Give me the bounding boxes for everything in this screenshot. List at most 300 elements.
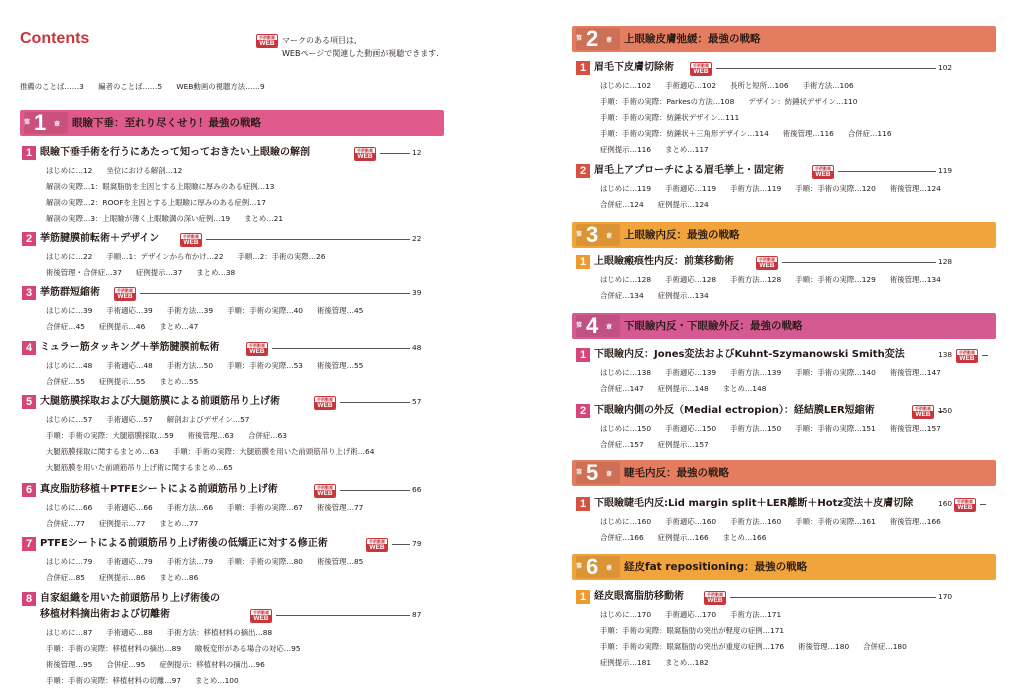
- entry-number: 1: [576, 348, 590, 362]
- web-video-badge-icon: [114, 287, 136, 301]
- subsection-item[interactable]: はじめに…170: [600, 610, 652, 619]
- subsection-line: [600, 365, 955, 381]
- leader-line: [340, 490, 410, 491]
- chapter-suffix: 章: [606, 233, 613, 240]
- subsection-item[interactable]: はじめに…48: [46, 361, 93, 370]
- chapter-number: 3: [586, 222, 599, 247]
- subsection-item[interactable]: 手術方法…119: [730, 184, 782, 193]
- subsection-line: [600, 623, 798, 639]
- chapter-header[interactable]: [572, 554, 996, 580]
- subsection-line: [46, 625, 286, 641]
- toc-entry[interactable]: [576, 496, 973, 514]
- page-number: 150: [938, 406, 953, 415]
- subsection-item[interactable]: 手術方法…79: [166, 557, 214, 566]
- subsection-item[interactable]: 手術方法…66: [166, 503, 214, 512]
- subsection-item[interactable]: 症例提示…86: [98, 573, 146, 582]
- leader-line: [276, 615, 410, 616]
- subsection-item[interactable]: 手順…2：手術の実際…26: [237, 252, 326, 261]
- chapter-title: 経皮fat repositioning：最強の戦略: [624, 561, 808, 573]
- subsection-item[interactable]: 長所と短所…106: [730, 81, 789, 90]
- chapter-suffix: 章: [54, 121, 61, 128]
- page-number: 119: [938, 166, 953, 175]
- subsection-item[interactable]: 症例提示…181: [600, 658, 652, 667]
- subsection-item[interactable]: まとめ…100: [195, 676, 239, 685]
- subsection-item[interactable]: まとめ…166: [722, 533, 767, 542]
- toc-entry[interactable]: [576, 403, 952, 421]
- entry-number: 2: [576, 164, 590, 178]
- chapter-number: 5: [586, 460, 599, 485]
- web-badge-label: WEB: [813, 171, 833, 178]
- subsection-item[interactable]: 術後管理…166: [889, 517, 941, 526]
- subsection-item[interactable]: 術後管理…45: [317, 306, 364, 315]
- subsection-item[interactable]: 合併症…55: [46, 377, 85, 386]
- entry-title: ミュラー筋タッキング＋挙筋腱膜前転術: [40, 342, 220, 353]
- subsection-item[interactable]: 手順…1：デザインから布かけ…22: [106, 252, 224, 261]
- subsection-item[interactable]: 手順：手術の実際…161: [795, 517, 876, 526]
- web-badge-label: 手術動画: [253, 610, 269, 615]
- chapter-suffix: 章: [606, 37, 613, 44]
- entry-number: 1: [22, 146, 36, 160]
- entry-title: PTFEシートによる前頭筋吊り上げ術後の低矯正に対する修正術: [40, 538, 328, 549]
- web-badge-label: WEB: [315, 490, 335, 497]
- subsection-item[interactable]: 術後管理…157: [889, 424, 941, 433]
- subsection-line: [46, 641, 315, 657]
- subsection-item[interactable]: 手順：手術の実際：移植材料の切離…97: [46, 676, 182, 685]
- toc-entry[interactable]: [22, 231, 440, 249]
- subsection-line: [46, 358, 377, 374]
- entry-title: 下眼瞼睫毛内反:Lid margin split＋LER離断＋Hotz変法＋皮膚切除: [594, 498, 914, 509]
- leader-line: [782, 262, 936, 263]
- chapter-number: 1: [34, 110, 47, 135]
- subsection-item[interactable]: 症例提示…157: [657, 440, 709, 449]
- toc-entry[interactable]: [22, 482, 440, 500]
- subsection-item[interactable]: はじめに…160: [600, 517, 652, 526]
- subsection-item[interactable]: 解剖の実際…1：眼窩脂肪を主因とする上眼瞼に厚みのある症例…13: [46, 182, 275, 191]
- chapter-suffix: 章: [606, 565, 613, 572]
- chapter-header[interactable]: [572, 26, 996, 52]
- subsection-item[interactable]: はじめに…12: [46, 166, 93, 175]
- web-badge-label: 手術動画: [915, 406, 931, 411]
- entry-title: 上眼瞼瘢痕性内反：前葉移動術: [594, 256, 734, 267]
- subsection-item[interactable]: 症例提示…46: [98, 322, 146, 331]
- web-badge-label: WEB: [251, 615, 271, 622]
- web-badge-label: 手術動画: [815, 166, 831, 171]
- chapter-header[interactable]: [572, 222, 996, 248]
- leader-line: [380, 153, 410, 154]
- web-badge-label: WEB: [705, 597, 725, 604]
- chapter-title: 下眼瞼内反・下眼瞼外反：最強の戦略: [624, 320, 803, 332]
- subsection-line: [46, 554, 377, 570]
- subsection-item[interactable]: 合併症…95: [106, 660, 146, 669]
- subsection-line: [46, 516, 212, 532]
- subsection-item[interactable]: 術後管理…63: [187, 431, 235, 440]
- subsection-item[interactable]: 手術適応…48: [106, 361, 153, 370]
- page-number: 102: [938, 63, 953, 72]
- chapter-number: 2: [586, 26, 599, 51]
- subsection-item[interactable]: 合併症…134: [600, 291, 644, 300]
- contents-title: Contents: [20, 30, 90, 47]
- subsection-item[interactable]: 手順：手術の実際：眼窩脂肪の突出が重度の症例…176: [600, 642, 785, 651]
- subsection-item[interactable]: 症例提示：移植材料の摘出…96: [159, 660, 265, 669]
- subsection-item[interactable]: 手術適応…160: [665, 517, 717, 526]
- web-badge-label: 手術動画: [357, 148, 373, 153]
- web-video-badge-icon: [314, 484, 336, 498]
- subsection-line: [46, 195, 280, 211]
- web-badge-label: WEB: [355, 153, 375, 160]
- page-number: 138: [938, 350, 953, 359]
- subsection-line: [600, 288, 723, 304]
- web-video-badge-icon: [354, 147, 376, 161]
- subsection-item[interactable]: 手順：手術の実際…67: [227, 503, 303, 512]
- web-badge-label: WEB: [315, 402, 335, 409]
- web-badge-label: WEB: [955, 504, 975, 511]
- toc-entry[interactable]: [22, 340, 440, 358]
- web-badge-label: 手術動画: [957, 499, 973, 504]
- toc-entry[interactable]: [22, 285, 440, 303]
- subsection-item[interactable]: 術後管理・合併症…37: [46, 268, 122, 277]
- web-badge-label: 手術動画: [183, 234, 199, 239]
- subsection-item[interactable]: はじめに…57: [46, 415, 93, 424]
- subsection-item[interactable]: 術後管理…180: [798, 642, 850, 651]
- subsection-item[interactable]: 症例提示…37: [135, 268, 183, 277]
- subsection-item[interactable]: 症例提示…116: [600, 145, 652, 154]
- subsection-item[interactable]: 合併症…85: [46, 573, 85, 582]
- entry-title: 移植材料摘出術および切離術: [40, 609, 170, 620]
- leader-line: [838, 171, 936, 172]
- subsection-item[interactable]: 手順：手術の実際：移植材料の摘出…89: [46, 644, 182, 653]
- subsection-item[interactable]: 解剖の実際…2：ROOFを主因とする上眼瞼に厚みのある症例…17: [46, 198, 266, 207]
- subsection-item[interactable]: 合併症…77: [46, 519, 85, 528]
- subsection-item[interactable]: 手順：手術の実際：Parkesの方法…108: [600, 97, 735, 106]
- subsection-item[interactable]: 手術方法…128: [730, 275, 782, 284]
- subsection-item[interactable]: 合併症…180: [863, 642, 907, 651]
- subsection-item[interactable]: 手術適応…128: [665, 275, 717, 284]
- subsection-line: [600, 655, 723, 671]
- page-number: 39: [412, 288, 422, 297]
- web-badge-label: 手術動画: [249, 343, 265, 348]
- subsection-item[interactable]: 手順：手術の実際：大腿筋膜を用いた前頭筋吊り上げ術…64: [172, 447, 375, 456]
- subsection-line: [46, 673, 253, 689]
- subsection-item[interactable]: 手順：手術の実際…80: [227, 557, 303, 566]
- entry-number: 8: [22, 592, 36, 606]
- web-badge-label: WEB: [247, 348, 267, 355]
- subsection-line: [600, 639, 921, 655]
- subsection-line: [600, 94, 871, 110]
- subsection-item[interactable]: 手術適応…139: [665, 368, 717, 377]
- subsection-item[interactable]: 手順：手術の実際：紡錘状デザイン…111: [600, 113, 740, 122]
- web-video-badge-icon: [956, 349, 978, 363]
- entry-title: 下眼瞼内側の外反（Medial ectropion）：経結膜LER短縮術: [594, 405, 875, 416]
- subsection-item[interactable]: 手術適応…170: [665, 610, 717, 619]
- web-video-badge-icon: [314, 396, 336, 410]
- subsection-line: [46, 657, 279, 673]
- subsection-item[interactable]: 解剖の実際…3：上眼瞼が薄く上眼瞼溝の深い症例…19: [46, 214, 231, 223]
- web-badge-label: WEB: [367, 544, 387, 551]
- leader-line: [730, 597, 936, 598]
- toc-entry[interactable]: [22, 591, 440, 622]
- subsection-line: [46, 428, 301, 444]
- entry-number: 1: [576, 255, 590, 269]
- front-matter-item[interactable]: WEB動画の視聴方法……9: [176, 82, 265, 91]
- web-badge-label: WEB: [957, 355, 977, 362]
- toc-entry[interactable]: [22, 536, 440, 554]
- subsection-line: [600, 530, 780, 546]
- subsection-item[interactable]: 瞼板変形がある場合の対応…95: [195, 644, 301, 653]
- entry-number: 2: [22, 232, 36, 246]
- subsection-item[interactable]: 術後管理…77: [317, 503, 364, 512]
- chapter-prefix: 第: [576, 469, 583, 476]
- subsection-item[interactable]: 合併症…45: [46, 322, 85, 331]
- subsection-line: [46, 163, 196, 179]
- chapter-title: 睫毛内反：最強の戦略: [624, 467, 729, 479]
- subsection-item[interactable]: 手順：手術の実際：紡錘状＋三角形デザイン…114: [600, 129, 769, 138]
- page-number: 79: [412, 539, 422, 548]
- entry-title: 眼瞼下垂手術を行うにあたって知っておきたい上眼瞼の解剖: [40, 147, 310, 158]
- web-badge-label: 手術動画: [707, 592, 723, 597]
- subsection-line: [46, 444, 388, 460]
- leader-line: [272, 348, 410, 349]
- subsection-item[interactable]: 合併症…124: [600, 200, 644, 209]
- web-video-badge-icon: [366, 538, 388, 552]
- subsection-item[interactable]: はじめに…66: [46, 503, 93, 512]
- front-matter: [20, 81, 277, 92]
- subsection-item[interactable]: 術後管理…124: [889, 184, 941, 193]
- subsection-item[interactable]: 症例提示…148: [657, 384, 709, 393]
- web-video-badge-icon: [690, 62, 712, 76]
- subsection-line: [46, 249, 339, 265]
- subsection-line: [46, 500, 377, 516]
- subsection-item[interactable]: はじめに…22: [46, 252, 93, 261]
- subsection-line: [46, 179, 288, 195]
- subsection-item[interactable]: 手順：手術の実際…140: [795, 368, 876, 377]
- subsection-line: [46, 303, 377, 319]
- leader-line: [392, 544, 410, 545]
- chapter-number: 6: [586, 554, 599, 579]
- web-video-badge-icon: [180, 233, 202, 247]
- web-video-badge-icon: [250, 609, 272, 623]
- subsection-item[interactable]: まとめ…182: [665, 658, 709, 667]
- toc-entry[interactable]: [22, 145, 440, 163]
- web-video-badge-icon: [704, 591, 726, 605]
- entry-number: 3: [22, 286, 36, 300]
- subsection-item[interactable]: 手術方法…171: [730, 610, 782, 619]
- subsection-item[interactable]: 手順：手術の実際…151: [795, 424, 876, 433]
- web-video-badge-icon: [812, 165, 834, 179]
- chapter-suffix: 章: [606, 324, 613, 331]
- web-badge-label: WEB: [757, 262, 777, 269]
- subsection-item[interactable]: 手術適応…39: [106, 306, 153, 315]
- web-badge-label: WEB: [913, 411, 933, 418]
- subsection-item[interactable]: まとめ…21: [244, 214, 284, 223]
- entry-number: 5: [22, 395, 36, 409]
- subsection-line: [46, 211, 297, 227]
- entry-title: 眉毛下皮膚切除術: [594, 62, 674, 73]
- subsection-item[interactable]: 手順：手術の実際…120: [795, 184, 876, 193]
- page-number: 57: [412, 397, 422, 406]
- subsection-item[interactable]: まとめ…47: [159, 322, 199, 331]
- chapter-header[interactable]: [572, 460, 996, 486]
- subsection-item[interactable]: 合併症…157: [600, 440, 644, 449]
- subsection-item[interactable]: 手術適応…150: [665, 424, 717, 433]
- front-matter-item[interactable]: 推薦のことば……3: [20, 82, 84, 91]
- entry-title: 挙筋腱膜前転術＋デザイン: [40, 233, 160, 244]
- subsection-item[interactable]: はじめに…87: [46, 628, 93, 637]
- entry-number: 7: [22, 537, 36, 551]
- web-video-badge-icon: 手術動画 WEB: [256, 34, 278, 48]
- web-video-badge-icon: [246, 342, 268, 356]
- entry-title: 経皮眼窩脂肪移動術: [594, 591, 684, 602]
- web-video-badge-icon: [912, 405, 934, 419]
- subsection-item[interactable]: 手術適応…66: [106, 503, 153, 512]
- chapter-title: 眼瞼下垂：至れり尽くせり！最強の戦略: [72, 117, 261, 129]
- subsection-line: [600, 437, 723, 453]
- subsection-item[interactable]: はじめに…102: [600, 81, 652, 90]
- subsection-item[interactable]: 坐位における解剖…12: [106, 166, 183, 175]
- leader-line: [206, 239, 410, 240]
- subsection-item[interactable]: はじめに…138: [600, 368, 652, 377]
- entry-title: 大腿筋膜採取および大腿筋膜による前頭筋吊り上げ術: [40, 396, 280, 407]
- entry-number: 6: [22, 483, 36, 497]
- subsection-item[interactable]: まとめ…38: [196, 268, 236, 277]
- subsection-line: [600, 126, 906, 142]
- page-number: 170: [938, 592, 953, 601]
- entry-number: 4: [22, 341, 36, 355]
- toc-entry[interactable]: [576, 163, 952, 181]
- subsection-item[interactable]: 手術適応…102: [665, 81, 717, 90]
- page-number: 128: [938, 257, 953, 266]
- subsection-item[interactable]: 手順：手術の実際…53: [227, 361, 303, 370]
- toc-entry[interactable]: [576, 254, 952, 272]
- subsection-item[interactable]: まとめ…148: [722, 384, 767, 393]
- subsection-item[interactable]: 手順：手術の実際…129: [795, 275, 876, 284]
- web-video-badge-icon: [756, 256, 778, 270]
- subsection-item[interactable]: 手術方法…160: [730, 517, 782, 526]
- entry-title: 眉毛上アプローチによる眉毛挙上・固定術: [594, 165, 784, 176]
- toc-entry[interactable]: [576, 60, 952, 78]
- subsection-item[interactable]: 解剖およびデザイン…57: [166, 415, 250, 424]
- subsection-item[interactable]: 合併症…63: [248, 431, 287, 440]
- web-badge-label: 手術動画: [759, 257, 775, 262]
- chapter-prefix: 第: [576, 35, 583, 42]
- subsection-item[interactable]: 手術適応…119: [665, 184, 717, 193]
- subsection-item[interactable]: はじめに…128: [600, 275, 652, 284]
- chapter-number: 4: [586, 313, 599, 338]
- subsection-item[interactable]: はじめに…119: [600, 184, 652, 193]
- subsection-item[interactable]: 症例提示…134: [657, 291, 709, 300]
- entry-title: 自家組織を用いた前頭筋吊り上げ術後の: [40, 593, 220, 604]
- subsection-item[interactable]: まとめ…86: [159, 573, 199, 582]
- subsection-item[interactable]: 症例提示…77: [98, 519, 146, 528]
- subsection-item[interactable]: 手順：手術の実際…40: [227, 306, 303, 315]
- subsection-item[interactable]: 手術方法：移植材料の摘出…88: [166, 628, 273, 637]
- subsection-line: [600, 381, 780, 397]
- subsection-item[interactable]: はじめに…79: [46, 557, 93, 566]
- page-number: 160: [938, 499, 953, 508]
- subsection-item[interactable]: 術後管理…55: [317, 361, 364, 370]
- chapter-prefix: 第: [24, 119, 31, 126]
- subsection-line: [46, 265, 249, 281]
- subsection-line: [600, 421, 955, 437]
- subsection-item[interactable]: 手術方法…139: [730, 368, 782, 377]
- subsection-item[interactable]: 手術方法…50: [166, 361, 214, 370]
- subsection-line: [600, 78, 868, 94]
- page-number: 66: [412, 485, 422, 494]
- chapter-prefix: 第: [576, 231, 583, 238]
- subsection-item[interactable]: 手術方法…39: [166, 306, 214, 315]
- leader-line: [982, 355, 988, 356]
- chapter-header[interactable]: [20, 110, 444, 136]
- subsection-item[interactable]: 術後管理…116: [782, 129, 834, 138]
- chapter-title: 上眼瞼皮膚弛緩：最強の戦略: [624, 33, 761, 45]
- subsection-item[interactable]: 大腿筋膜を用いた前頭筋吊り上げ術に関するまとめ…65: [46, 463, 233, 472]
- subsection-item[interactable]: 手術方法…106: [802, 81, 854, 90]
- web-badge-label: 手術動画: [317, 485, 333, 490]
- page-number: 48: [412, 343, 422, 352]
- subsection-item[interactable]: 合併症…147: [600, 384, 644, 393]
- entry-number: 1: [576, 497, 590, 511]
- entry-number: 2: [576, 404, 590, 418]
- chapter-prefix: 第: [576, 322, 583, 329]
- subsection-item[interactable]: 症例提示…55: [98, 377, 146, 386]
- subsection-item[interactable]: 症例提示…166: [657, 533, 709, 542]
- subsection-item[interactable]: 合併症…116: [847, 129, 892, 138]
- subsection-item[interactable]: 手術適応…88: [106, 628, 153, 637]
- subsection-item[interactable]: デザイン：紡錘状デザイン…110: [748, 97, 858, 106]
- web-badge-label: 手術動画: [693, 63, 709, 68]
- leader-line: [980, 504, 986, 505]
- subsection-item[interactable]: まとめ…55: [159, 377, 199, 386]
- legend-text-line1: マークのある項目は,: [282, 36, 357, 45]
- leader-line: [716, 68, 936, 69]
- chapter-header[interactable]: [572, 313, 996, 339]
- toc-entry[interactable]: [576, 347, 975, 365]
- subsection-item[interactable]: 手順：手術の実際：大腿筋膜採取…59: [46, 431, 174, 440]
- chapter-prefix: 第: [576, 563, 583, 570]
- subsection-item[interactable]: 手順：手術の実際：眼窩脂肪の突出が軽度の症例…171: [600, 626, 785, 635]
- subsection-item[interactable]: 合併症…166: [600, 533, 644, 542]
- web-badge-label: 手術動画: [959, 350, 975, 355]
- web-badge-label: 手術動画: [317, 397, 333, 402]
- chapter-title: 上眼瞼内反：最強の戦略: [624, 229, 740, 241]
- subsection-line: [600, 607, 795, 623]
- subsection-item[interactable]: 手術適応…57: [106, 415, 153, 424]
- subsection-item[interactable]: 手術適応…79: [106, 557, 153, 566]
- subsection-item[interactable]: 大腿筋膜採取に関するまとめ…63: [46, 447, 159, 456]
- subsection-item[interactable]: まとめ…117: [665, 145, 709, 154]
- chapter-suffix: 章: [606, 471, 613, 478]
- page-number: 12: [412, 148, 422, 157]
- subsection-line: [46, 460, 247, 476]
- subsection-line: [600, 110, 753, 126]
- subsection-item[interactable]: 術後管理…85: [317, 557, 364, 566]
- front-matter-item[interactable]: 編者のことば……5: [98, 82, 163, 91]
- subsection-line: [600, 272, 955, 288]
- subsection-item[interactable]: はじめに…39: [46, 306, 93, 315]
- subsection-item[interactable]: はじめに…150: [600, 424, 652, 433]
- subsection-item[interactable]: 術後管理…147: [889, 368, 941, 377]
- entry-title: 下眼瞼内反：Jones変法およびKuhnt-Szymanowski Smith変法: [594, 349, 905, 360]
- toc-entry[interactable]: [22, 394, 440, 412]
- subsection-item[interactable]: まとめ…77: [159, 519, 199, 528]
- subsection-line: [46, 374, 212, 390]
- subsection-item[interactable]: 術後管理…95: [46, 660, 93, 669]
- subsection-item[interactable]: 症例提示…124: [657, 200, 709, 209]
- subsection-line: [600, 142, 723, 158]
- web-badge-label: 手術動画: [369, 539, 385, 544]
- subsection-item[interactable]: 手術方法…150: [730, 424, 782, 433]
- subsection-item[interactable]: 術後管理…134: [889, 275, 941, 284]
- toc-entry[interactable]: [576, 589, 952, 607]
